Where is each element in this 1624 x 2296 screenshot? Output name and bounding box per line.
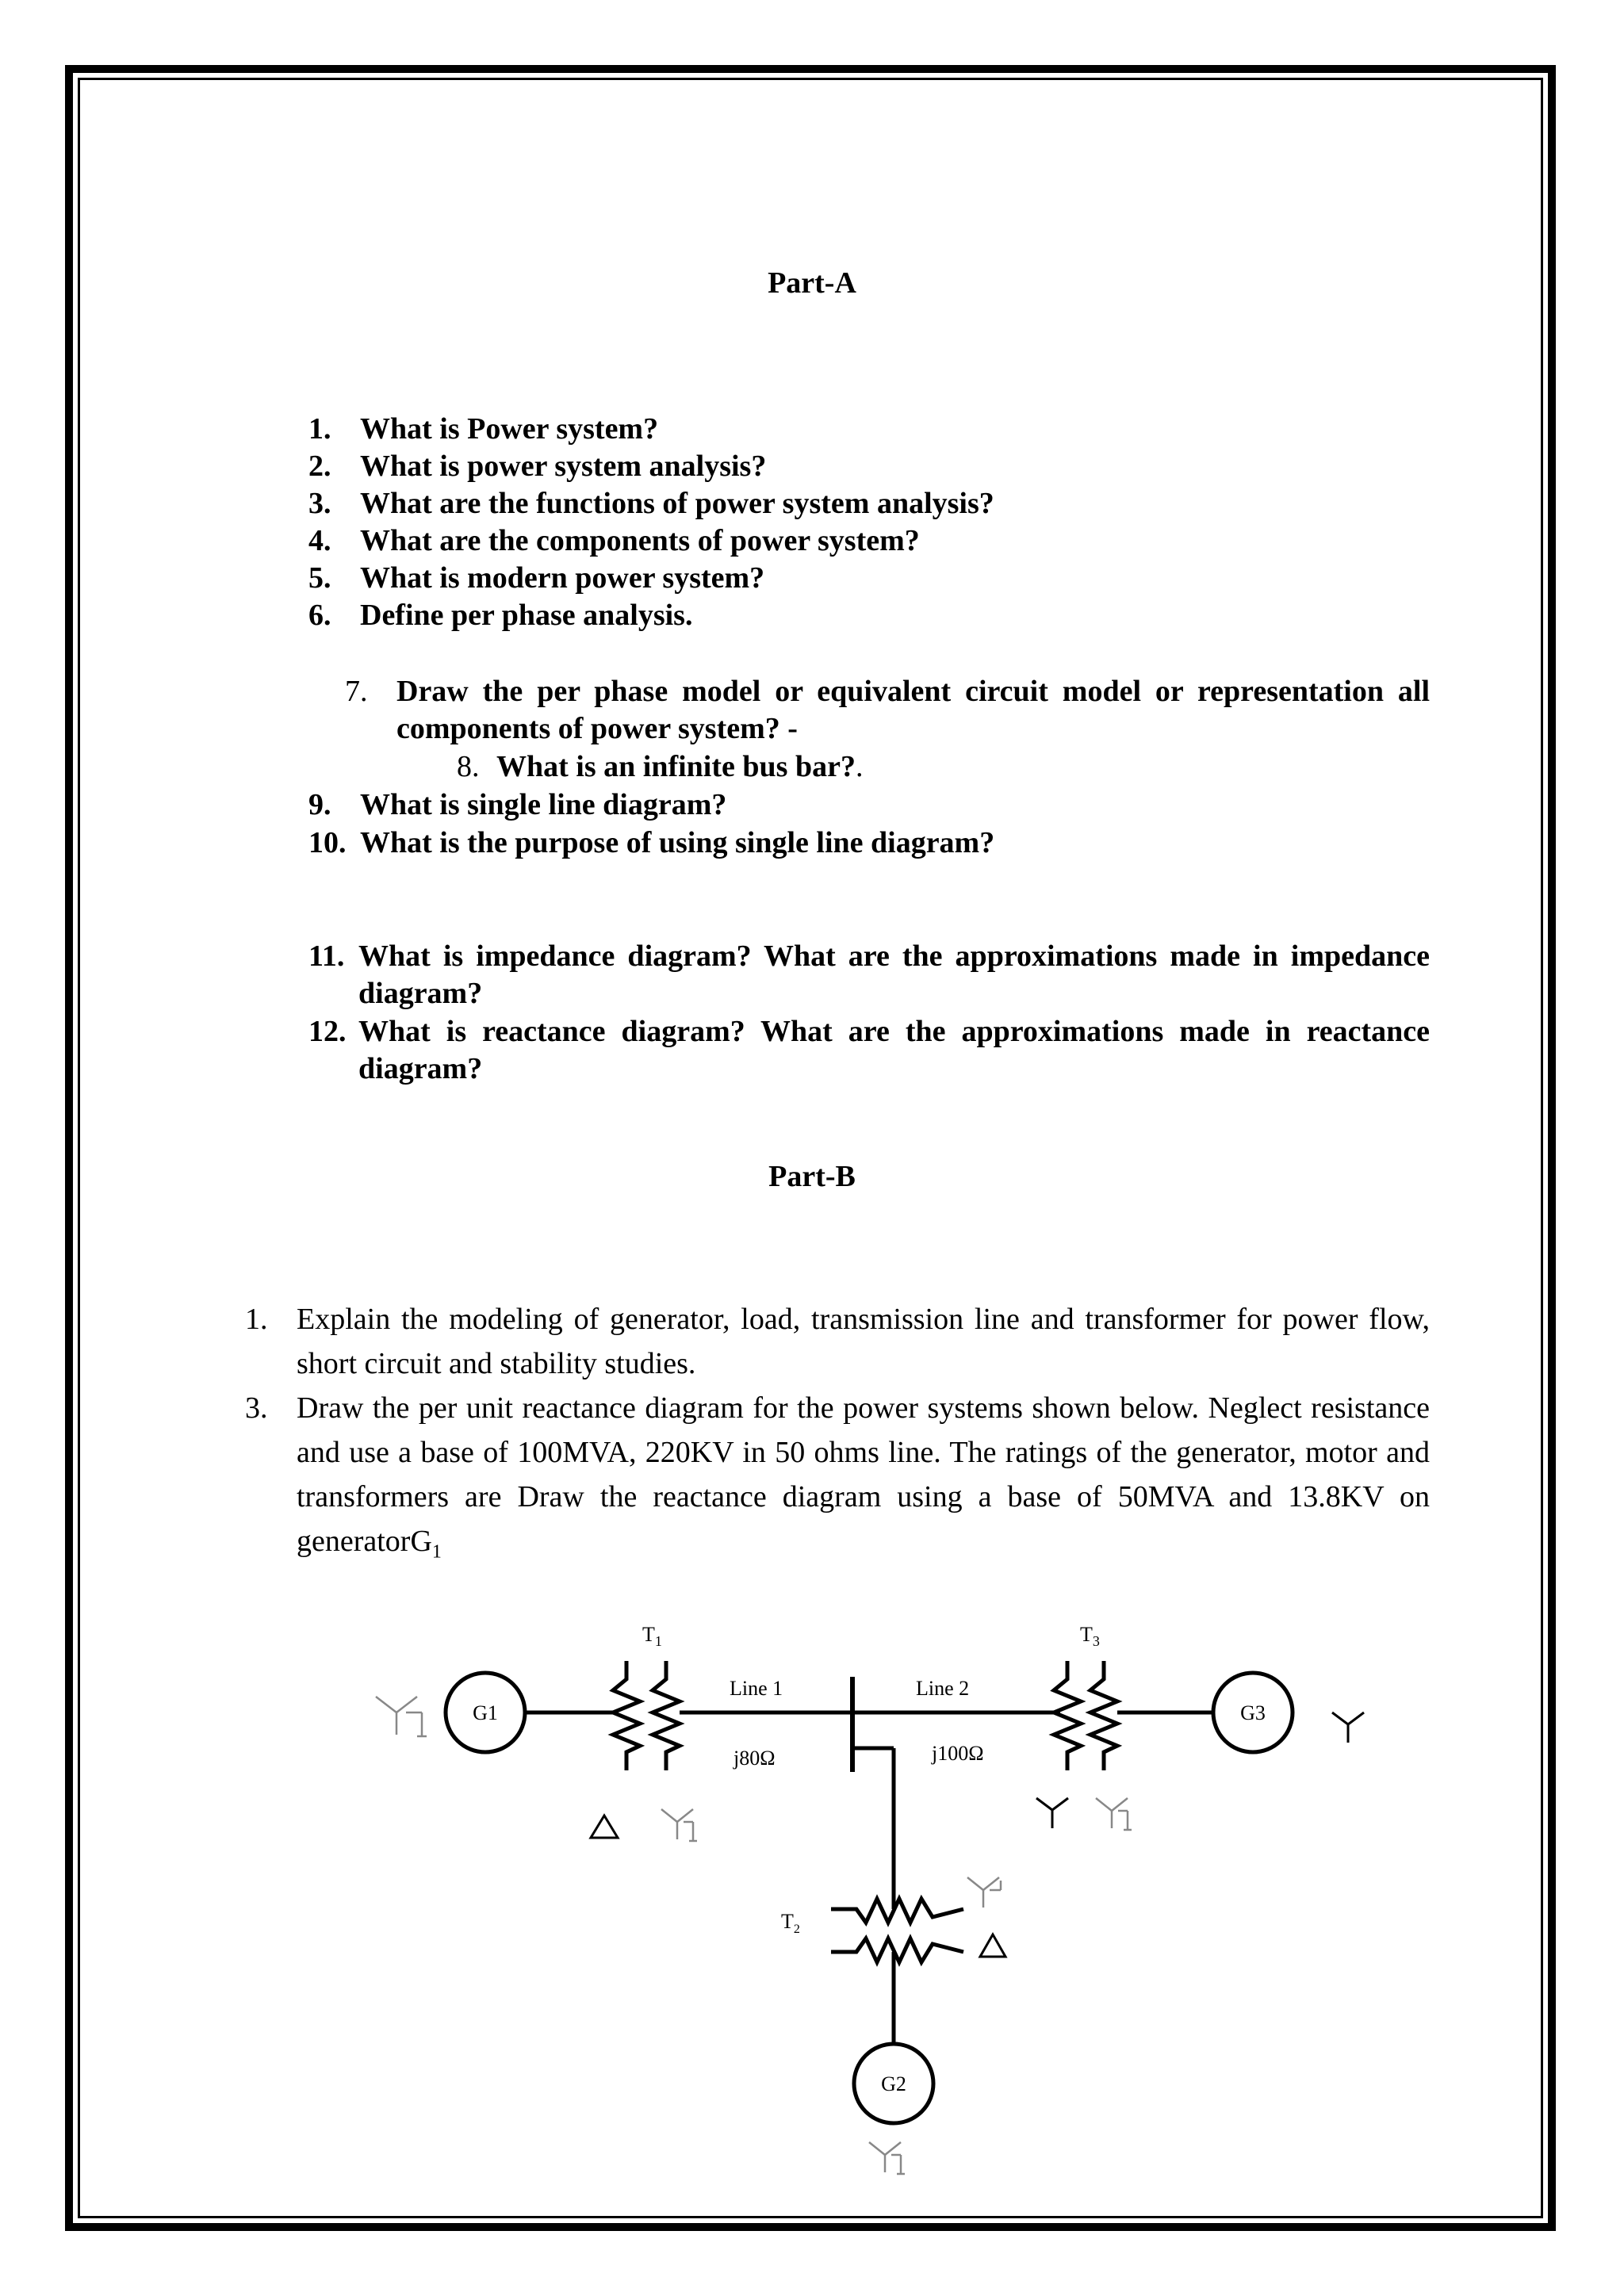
t3-wye-symbol <box>1036 1798 1068 1828</box>
t2-grounded-wye-symbol <box>967 1877 1001 1908</box>
g1-grounded-wye-symbol <box>376 1697 427 1736</box>
question-a3: 3. What are the functions of power system analysis? <box>308 487 994 520</box>
transformer-t2-secondary <box>831 1938 963 1962</box>
t2-label: $T_2$ <box>781 1910 800 1936</box>
g2-grounded-wye-symbol <box>869 2142 905 2174</box>
question-a11: 11. What is impedance diagram? What are the approximations made in impedance diagram? <box>308 939 1430 1010</box>
line2-label: Line 2 <box>916 1677 970 1700</box>
question-a12: 12. What is reactance diagram? What are the approximations made in reactance diagram? <box>308 1015 1430 1085</box>
question-a8: 8. What is an infinite bus bar?. <box>457 750 864 783</box>
t1-label: $T_1$ <box>642 1623 662 1649</box>
question-a1: 1. What is Power system? <box>308 412 659 446</box>
t3-grounded-wye-symbol <box>1096 1798 1132 1830</box>
t1-grounded-wye-symbol <box>661 1809 697 1841</box>
question-a10: 10. What is the purpose of using single line diagram? <box>308 826 995 859</box>
question-b3: 3. Draw the per unit reactance diagram for the power systems shown below. Neglect resistance and use a base of 100MVA, 220KV in 50 ohms line. The ratings of the generator, motor and transformers are Draw the reactance diagram using a base of 50MVA and 13.8KV on generatorG$_1$ <box>245 1391 1430 1563</box>
g2-label: G2 <box>881 2072 906 2095</box>
g3-label: G3 <box>1240 1701 1266 1724</box>
part-a-heading: Part-A <box>768 266 856 300</box>
question-a6: 6. Define per phase analysis. <box>308 599 693 632</box>
question-b1: 1. Explain the modeling of generator, load, transmission line and transformer for power flow, short circuit and stability studies. <box>245 1303 1430 1380</box>
transformer-t3-secondary <box>1090 1661 1117 1770</box>
question-a7: 7. Draw the per phase model or equivalent circuit model or representation all components of power system? - <box>345 675 1430 745</box>
transformer-t2-primary <box>831 1899 963 1923</box>
question-a9: 9. What is single line diagram? <box>308 788 727 821</box>
part-b-heading: Part-B <box>768 1160 856 1193</box>
t1-delta-symbol <box>591 1816 618 1838</box>
single-line-diagram <box>0 1601 1624 2204</box>
line1-label: Line 1 <box>730 1677 783 1700</box>
transformer-t3-primary <box>1054 1661 1081 1770</box>
transformer-t1-secondary <box>653 1661 680 1770</box>
t2-delta-symbol <box>980 1934 1005 1957</box>
question-a2: 2. What is power system analysis? <box>308 450 767 483</box>
question-a4: 4. What are the components of power system? <box>308 524 920 557</box>
line2-impedance: j100Ω <box>932 1742 984 1765</box>
transformer-t1-primary <box>613 1661 640 1770</box>
g3-wye-symbol <box>1332 1712 1364 1743</box>
g1-label: G1 <box>473 1701 498 1724</box>
t3-label: $T_3$ <box>1080 1623 1100 1649</box>
question-a5: 5. What is modern power system? <box>308 561 765 595</box>
line1-impedance: j80Ω <box>733 1747 776 1770</box>
